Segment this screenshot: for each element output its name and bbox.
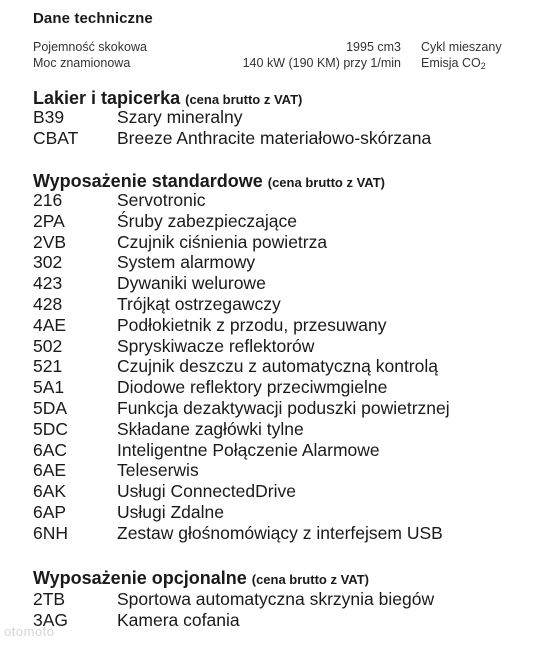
option-desc: Sportowa automatyczna skrzynia biegów xyxy=(117,589,435,609)
option-code: 6NH xyxy=(33,522,69,543)
option-code: 6AK xyxy=(33,481,67,502)
list-item xyxy=(33,481,533,502)
tech-note-text: Emisja CO xyxy=(421,56,481,70)
tech-title: Dane techniczne xyxy=(33,10,153,27)
list-item xyxy=(33,252,533,273)
option-desc: Czujnik deszczu z automatyczną kontrolą xyxy=(117,356,438,377)
option-code: 4AE xyxy=(33,314,67,335)
optional-equipment-list xyxy=(33,589,533,631)
option-desc: Szary mineralny xyxy=(117,107,243,127)
option-code: 3AG xyxy=(33,609,69,630)
option-code: B39 xyxy=(33,107,65,127)
option-code: 2VB xyxy=(33,231,67,252)
section-heading: Wyposażenie opcjonalne xyxy=(33,568,247,588)
option-desc: Śruby zabezpieczające xyxy=(117,210,297,231)
option-desc: Dywaniki welurowe xyxy=(117,273,266,294)
list-item xyxy=(33,190,533,211)
standard-equipment-list xyxy=(33,190,533,544)
list-item xyxy=(33,107,533,128)
list-item xyxy=(33,460,533,481)
option-desc: Spryskiwacze reflektorów xyxy=(117,335,315,356)
option-code: 423 xyxy=(33,273,63,294)
option-desc: Teleserwis xyxy=(117,460,199,481)
watermark: otomoto xyxy=(4,624,55,639)
option-desc: Podłokietnik z przodu, przesuwany xyxy=(117,314,387,335)
option-desc: Trójkąt ostrzegawczy xyxy=(117,293,281,314)
tech-value: 1995 cm3 xyxy=(346,40,401,54)
list-item xyxy=(33,502,533,523)
list-item xyxy=(33,440,533,461)
tech-note: Cykl mieszany xyxy=(421,40,502,54)
list-item xyxy=(33,523,533,544)
option-desc: Breeze Anthracite materiałowo-skórzana xyxy=(117,127,432,148)
tech-label: Pojemność skokowa xyxy=(33,40,147,54)
option-code: 6AE xyxy=(33,460,67,481)
option-code: 216 xyxy=(33,190,63,210)
option-desc: Usługi Zdalne xyxy=(117,501,224,522)
option-code: 302 xyxy=(33,252,63,273)
list-item xyxy=(33,589,533,610)
tech-value: 140 kW (190 KM) przy 1/min xyxy=(242,56,401,70)
option-code: 2TB xyxy=(33,589,66,609)
list-item xyxy=(33,356,533,377)
tech-label: Moc znamionowa xyxy=(33,56,131,70)
list-item xyxy=(33,211,533,232)
option-code: CBAT xyxy=(33,127,79,148)
option-code: 5DA xyxy=(33,397,68,418)
list-item xyxy=(33,377,533,398)
section-price-hint: (cena brutto z VAT) xyxy=(251,572,369,587)
tech-row-displacement xyxy=(33,40,513,56)
list-item xyxy=(33,419,533,440)
list-item xyxy=(33,610,533,631)
option-desc: Czujnik ciśnienia powietrza xyxy=(117,231,328,252)
option-desc: Diodowe reflektory przeciwmgielne xyxy=(117,377,388,398)
option-desc: Kamera cofania xyxy=(117,609,240,630)
option-desc: Inteligentne Połączenie Alarmowe xyxy=(117,439,380,460)
option-desc: System alarmowy xyxy=(117,252,256,273)
list-item xyxy=(33,336,533,357)
option-code: 6AC xyxy=(33,439,68,460)
tech-row-power xyxy=(33,56,513,72)
section-heading: Wyposażenie standardowe xyxy=(33,171,263,191)
option-desc: Zestaw głośnomówiący z interfejsem USB xyxy=(117,522,443,543)
tech-note xyxy=(421,56,486,71)
tech-note-subscript: 2 xyxy=(480,61,486,71)
list-item xyxy=(33,398,533,419)
section-title-paint xyxy=(33,88,302,109)
option-code: 502 xyxy=(33,335,63,356)
option-desc: Składane zagłówki tylne xyxy=(117,418,304,439)
section-price-hint: (cena brutto z VAT) xyxy=(185,92,303,107)
option-desc: Servotronic xyxy=(117,190,206,210)
paint-list xyxy=(33,107,533,149)
section-title-optional xyxy=(33,568,369,589)
option-desc: Funkcja dezaktywacji poduszki powietrznej xyxy=(117,397,450,418)
option-code: 2PA xyxy=(33,210,65,231)
list-item xyxy=(33,294,533,315)
option-desc: Usługi ConnectedDrive xyxy=(117,481,296,502)
list-item xyxy=(33,128,533,149)
option-code: 5DC xyxy=(33,418,69,439)
option-code: 6AP xyxy=(33,501,67,522)
list-item xyxy=(33,315,533,336)
list-item xyxy=(33,232,533,253)
section-title-standard xyxy=(33,171,385,192)
option-code: 521 xyxy=(33,356,63,377)
option-code: 428 xyxy=(33,293,63,314)
option-code: 5A1 xyxy=(33,377,65,398)
section-heading: Lakier i tapicerka xyxy=(33,88,181,108)
list-item xyxy=(33,273,533,294)
section-price-hint: (cena brutto z VAT) xyxy=(267,175,385,190)
